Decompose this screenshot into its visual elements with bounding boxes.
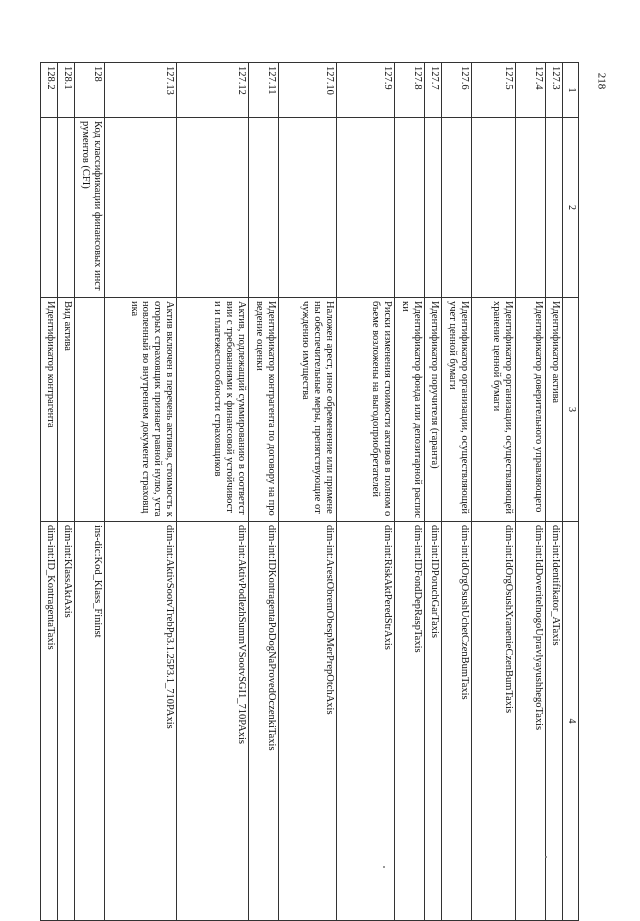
- description-cell: Идентификатор организации, осуществляющей хранение ценной бумаги: [472, 298, 516, 522]
- table-row: [58, 63, 75, 921]
- row-number-cell: 127.11: [249, 63, 279, 118]
- header-cell: 3: [563, 298, 579, 522]
- table-row: [75, 63, 105, 921]
- description-cell: Идентификатор доверительного управляющего: [516, 298, 546, 522]
- name-cell: [58, 118, 75, 298]
- table-row: [546, 63, 563, 921]
- name-cell: [105, 118, 177, 298]
- table-row: [337, 63, 395, 921]
- table-row: [177, 63, 249, 921]
- table-row: [395, 63, 425, 921]
- table-row: [105, 63, 177, 921]
- row-number-cell: 127.8: [395, 63, 425, 118]
- table-row: [442, 63, 472, 921]
- code-cell: ins-dic:Kod_Klass_Fininst: [75, 522, 105, 921]
- row-number-cell: 127.10: [279, 63, 337, 118]
- code-cell: dim-int:AktivSootvTrebPp3.1.25P3.1_710PAxis: [105, 522, 177, 921]
- code-cell: dim-int:KlassAktAxis: [58, 522, 75, 921]
- table-header-row: [563, 63, 579, 921]
- name-cell: [41, 118, 58, 298]
- description-cell: Идентификатор контрагента: [41, 298, 58, 522]
- table-row: [472, 63, 516, 921]
- name-cell: [249, 118, 279, 298]
- row-number-cell: 127.13: [105, 63, 177, 118]
- code-cell: dim-int:IDPoruchGarTaxis: [425, 522, 442, 921]
- table-row: [516, 63, 546, 921]
- table-row: [425, 63, 442, 921]
- row-number-cell: 127.9: [337, 63, 395, 118]
- code-cell: dim-int:IdOrgOsushXranenieCzenBumTaxis: [472, 522, 516, 921]
- description-cell: [75, 298, 105, 522]
- page-number: 218: [595, 72, 608, 90]
- row-number-cell: 127.12: [177, 63, 249, 118]
- row-number-cell: 127.5: [472, 63, 516, 118]
- name-cell: [425, 118, 442, 298]
- row-number-cell: 127.3: [546, 63, 563, 118]
- description-cell: Актив, подлежащий суммированию в соответствии с требованиями к финансовой устойчивости и платежеспособности страховщиков: [177, 298, 249, 522]
- header-cell: 2: [563, 118, 579, 298]
- register-table: [40, 62, 579, 921]
- row-number-cell: 128.2: [41, 63, 58, 118]
- rotated-table-wrapper: [45, 62, 579, 920]
- code-cell: dim-int:IDKontragentaPoDogNaProvedOczenkiTaxis: [249, 522, 279, 921]
- description-cell: Актив включен в перечень активов, стоимость которых страховщик признает равной нулю, установленный во внутреннем документе страховщика: [105, 298, 177, 522]
- row-number-cell: 127.4: [516, 63, 546, 118]
- scan-speck: [545, 856, 547, 858]
- table-row: [279, 63, 337, 921]
- code-cell: dim-int:AktivPodlezhSummVSootvSGI1_710PAxis: [177, 522, 249, 921]
- description-cell: Идентификатор контрагента по договору на проведение оценки: [249, 298, 279, 522]
- description-cell: Идентификатор организации, осуществляющей учет ценной бумаги: [442, 298, 472, 522]
- name-cell: [279, 118, 337, 298]
- row-number-cell: 127.7: [425, 63, 442, 118]
- code-cell: dim-int:ArestObremObespMerPrepOtchAxis: [279, 522, 337, 921]
- table-row: [249, 63, 279, 921]
- row-number-cell: 128.1: [58, 63, 75, 118]
- table-row: [41, 63, 58, 921]
- name-cell: [472, 118, 516, 298]
- name-cell: [177, 118, 249, 298]
- name-cell: [442, 118, 472, 298]
- name-cell: Код классификации финансовых инструментов (CFI): [75, 118, 105, 298]
- description-cell: Наложен арест, иное обременение или применены обеспечительные меры, препятствующие отчуждению имущества: [279, 298, 337, 522]
- header-cell: 4: [563, 522, 579, 921]
- name-cell: [395, 118, 425, 298]
- description-cell: Вид актива: [58, 298, 75, 522]
- description-cell: Риски изменения стоимости активов в полном объеме возложены на выгодоприобретателей: [337, 298, 395, 522]
- code-cell: dim-int:IDFondDepRaspTaxis: [395, 522, 425, 921]
- scan-speck: [383, 866, 385, 868]
- name-cell: [337, 118, 395, 298]
- code-cell: dim-int:IdDoveritelnogoUpravlyayushhegoTaxis: [516, 522, 546, 921]
- code-cell: dim-int:RiskAktPeredStrAxis: [337, 522, 395, 921]
- name-cell: [516, 118, 546, 298]
- row-number-cell: 127.6: [442, 63, 472, 118]
- code-cell: dim-int:Identifikator_ATaxis: [546, 522, 563, 921]
- code-cell: dim-int:IdOrgOsushUchetCzenBumTaxis: [442, 522, 472, 921]
- description-cell: Идентификатор фонда или депозитарной расписки: [395, 298, 425, 522]
- header-cell: 1: [563, 63, 579, 118]
- row-number-cell: 128: [75, 63, 105, 118]
- code-cell: dim-int:ID_KontragentaTaxis: [41, 522, 58, 921]
- name-cell: [546, 118, 563, 298]
- description-cell: Идентификатор поручителя (гаранта): [425, 298, 442, 522]
- description-cell: Идентификатор актива: [546, 298, 563, 522]
